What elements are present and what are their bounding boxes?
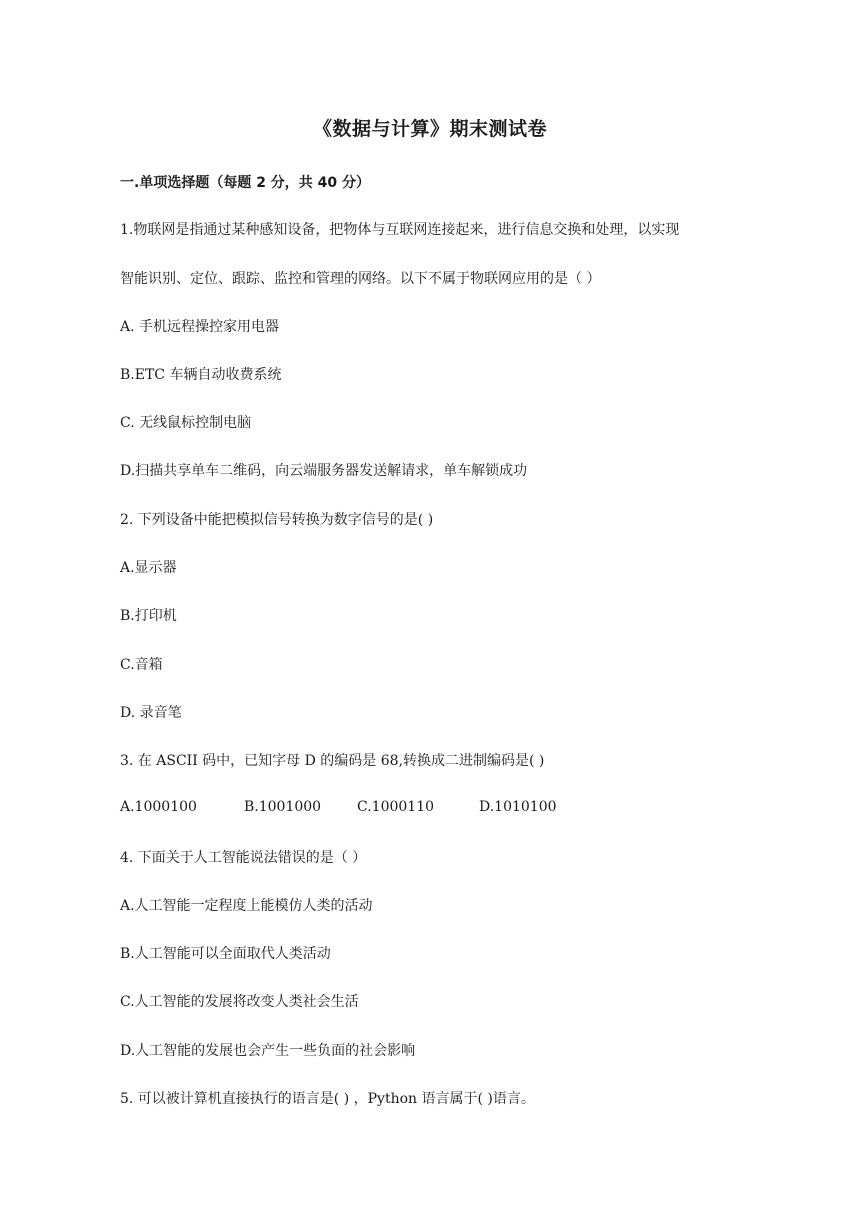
question-5-stem: 5. 可以被计算机直接执行的语言是( ) ，Python 语言属于( )语言。 [120, 1091, 535, 1107]
question-3-option-c: C.1000110 [357, 799, 435, 815]
question-1-stem-line-1: 1.物联网是指通过某种感知设备，把物体与互联网连接起来，进行信息交换和处理，以实现 [120, 222, 680, 238]
question-1-option-d: D.扫描共享单车二维码，向云端服务器发送解请求，单车解锁成功 [120, 463, 528, 479]
question-4-option-a: A.人工智能一定程度上能模仿人类的活动 [120, 898, 373, 914]
question-1-option-a: A. 手机远程操控家用电器 [120, 319, 280, 335]
question-2-option-d: D. 录音笔 [120, 705, 182, 721]
question-4-option-d: D.人工智能的发展也会产生一些负面的社会影响 [120, 1043, 416, 1059]
question-1-option-b: B.ETC 车辆自动收费系统 [120, 367, 282, 383]
page-title: 《数据与计算》期末测试卷 [312, 118, 547, 140]
question-2-option-c: C.音箱 [120, 657, 163, 673]
question-2-option-b: B.打印机 [120, 608, 177, 624]
question-4-option-c: C.人工智能的发展将改变人类社会生活 [120, 994, 359, 1010]
question-1-option-c: C. 无线鼠标控制电脑 [120, 415, 252, 431]
question-2-stem: 2. 下列设备中能把模拟信号转换为数字信号的是( ) [120, 512, 434, 528]
question-3-option-a: A.1000100 [120, 799, 197, 815]
question-3-option-b: B.1001000 [244, 799, 322, 815]
question-4-stem: 4. 下面关于人工智能说法错误的是（ ） [120, 850, 367, 866]
section-heading: 一.单项选择题（每题 2 分，共 40 分） [120, 175, 371, 191]
question-3-option-d: D.1010100 [479, 799, 557, 815]
question-3-stem: 3. 在 ASCII 码中，已知字母 D 的编码是 68,转换成二进制编码是( ) [120, 753, 545, 769]
question-3-options [120, 799, 740, 819]
question-2-option-a: A.显示器 [120, 560, 177, 576]
question-4-option-b: B.人工智能可以全面取代人类活动 [120, 946, 331, 962]
question-1-stem-line-2: 智能识别、定位、跟踪、监控和管理的网络。以下不属于物联网应用的是（ ） [120, 271, 601, 287]
